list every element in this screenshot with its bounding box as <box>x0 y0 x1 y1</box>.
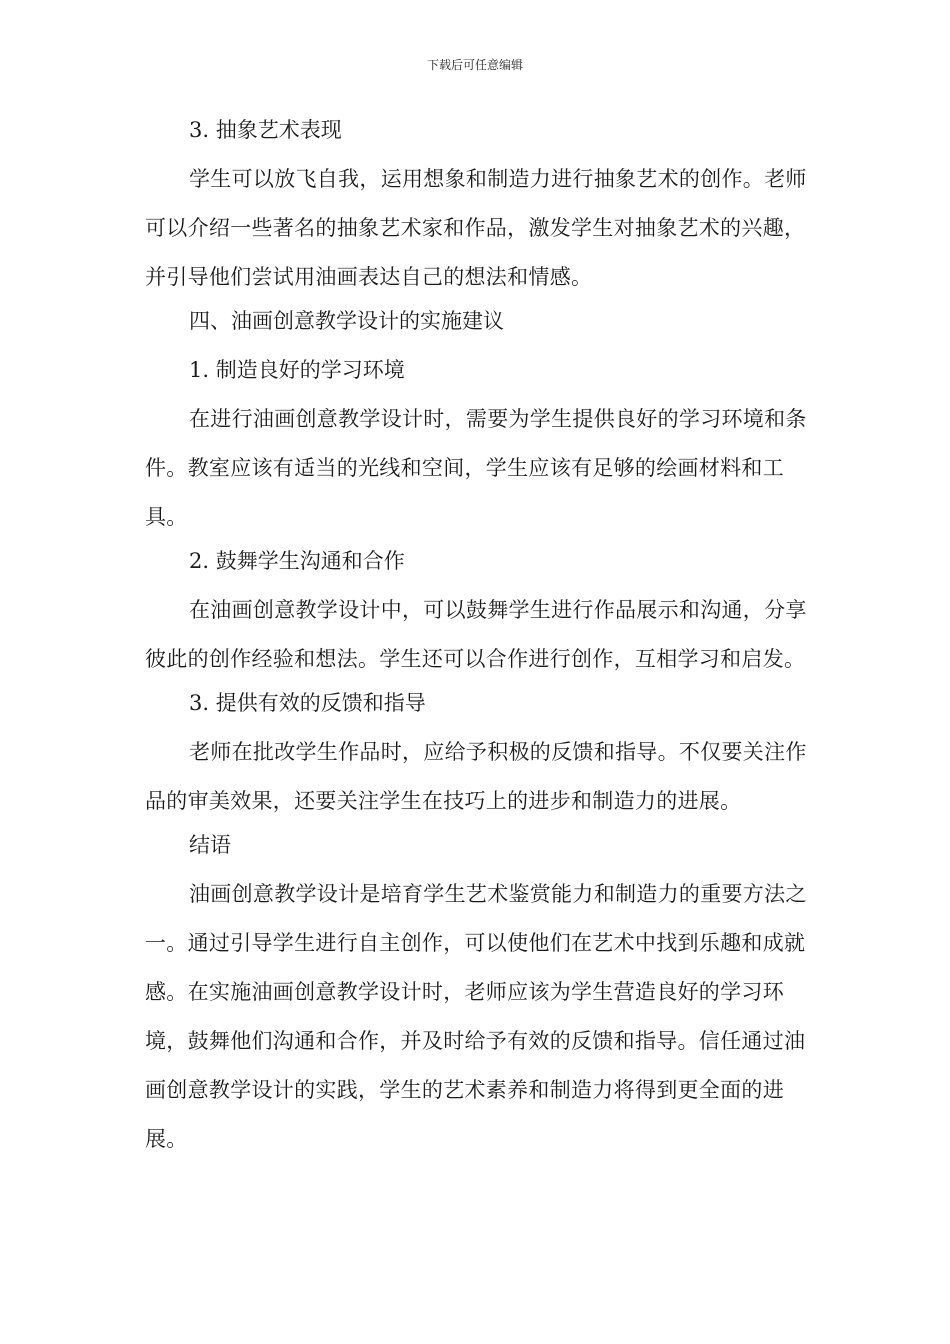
document-body <box>145 112 810 1164</box>
paragraph-feedback: 老师在批改学生作品时，应给予积极的反馈和指导。不仅要关注作品的审美效果，还要关注学生在技巧上的进步和制造力的进展。 <box>145 740 807 813</box>
page-header: 下载后可任意编辑 <box>426 58 523 72</box>
section-heading-feedback: 3. 提供有效的反馈和指导 <box>189 691 426 715</box>
section-heading-implementation: 四、油画创意教学设计的实施建议 <box>189 309 504 333</box>
paragraph-environment: 在进行油画创意教学设计时，需要为学生提供良好的学习环境和条件。教室应该有适当的光线和空间，学生应该有足够的绘画材料和工具。 <box>145 407 807 529</box>
section-heading-environment: 1. 制造良好的学习环境 <box>189 358 405 382</box>
section-heading-abstract-art: 3. 抽象艺术表现 <box>189 118 342 142</box>
section-heading-communication: 2. 鼓舞学生沟通和合作 <box>189 549 405 573</box>
section-heading-conclusion: 结语 <box>189 833 231 857</box>
paragraph-abstract-art: 学生可以放飞自我，运用想象和制造力进行抽象艺术的创作。老师可以介绍一些著名的抽象艺术家和作品，激发学生对抽象艺术的兴趣，并引导他们尝试用油画表达自己的想法和情感。 <box>145 167 807 289</box>
paragraph-conclusion: 油画创意教学设计是培育学生艺术鉴赏能力和制造力的重要方法之一。通过引导学生进行自主创作，可以使他们在艺术中找到乐趣和成就感。在实施油画创意教学设计时，老师应该为学生营造良好的学习环境，鼓舞他们沟通和合作，并及时给予有效的反馈和指导。信任通过油画创意教学设计的实践，学生的艺术素养和制造力将得到更全面的进展。 <box>145 882 807 1151</box>
paragraph-communication: 在油画创意教学设计中，可以鼓舞学生进行作品展示和沟通，分享彼此的创作经验和想法。学生还可以合作进行创作，互相学习和启发。 <box>145 598 807 671</box>
